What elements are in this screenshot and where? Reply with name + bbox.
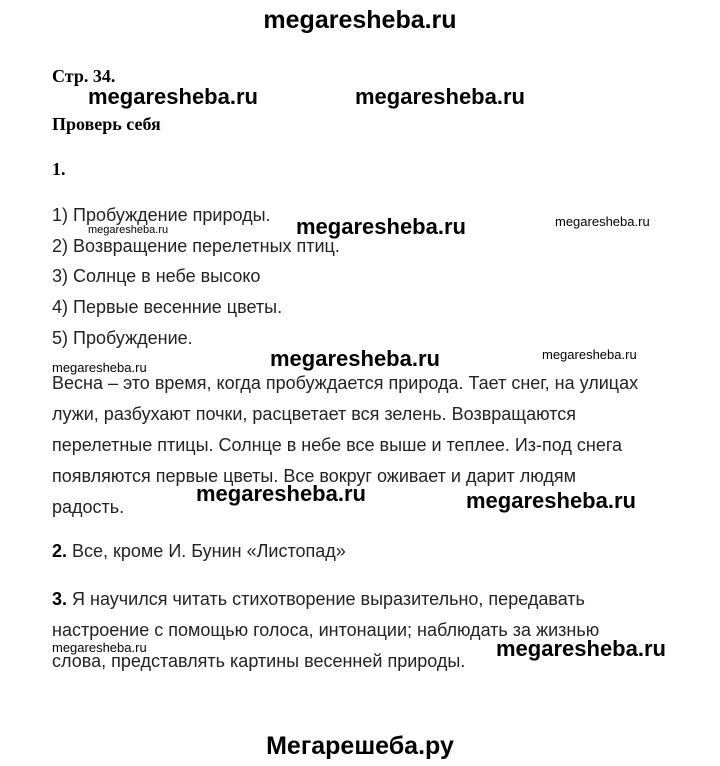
page-reference: Стр. 34. [52,66,116,86]
watermark: megaresheba.ru [542,347,637,362]
watermark: megaresheba.ru [496,636,666,661]
watermark: megaresheba.ru [555,214,650,229]
plan-item: 4) Первые весенние цветы. [52,297,283,317]
story-line: перелетные птицы. Солнце в небе все выше и теплее. Из-под снега [52,435,623,455]
watermark: megaresheba.ru [355,84,525,109]
task2-answer [52,541,346,562]
task3-line: настроение с помощью голоса, интонации; наблюдать за жизнью [52,620,600,640]
watermark: megaresheba.ru [88,224,169,236]
watermark: megaresheba.ru [196,481,366,506]
plan-item: 5) Пробуждение. [52,328,193,348]
task3-line: слова, представлять картины весенней природы. [52,651,466,671]
story-line: радость. [52,497,125,517]
task3-number: 3. [52,589,68,609]
watermark: megaresheba.ru [52,640,147,655]
watermark: megaresheba.ru [88,84,258,109]
story-line: лужи, разбухают почки, расцветает вся зелень. Возвращаются [52,404,577,424]
watermark: megaresheba.ru [296,214,466,239]
task3-line [52,589,585,610]
story-line: Весна – это время, когда пробуждается природа. Тает снег, на улицах [52,373,639,393]
header-watermark: megaresheba.ru [263,6,457,34]
plan-item: 2) Возвращение перелетных птиц. [52,236,340,256]
task2-number: 2. [52,541,68,561]
task3-text: Я научился читать стихотворение выразительно, передавать [67,589,585,609]
watermark: megaresheba.ru [52,360,147,375]
footer-watermark: Мегарешеба.ру [266,732,454,760]
section-title: Проверь себя [52,114,161,134]
task1-number: 1. [52,159,66,179]
story-line: появляются первые цветы. Все вокруг оживает и дарит людям [52,466,577,486]
plan-item: 1) Пробуждение природы. [52,205,271,225]
watermark: megaresheba.ru [466,488,636,513]
task2-text: Все, кроме И. Бунин «Листопад» [67,541,346,561]
plan-item: 3) Солнце в небе высоко [52,266,261,286]
watermark: megaresheba.ru [270,346,440,371]
